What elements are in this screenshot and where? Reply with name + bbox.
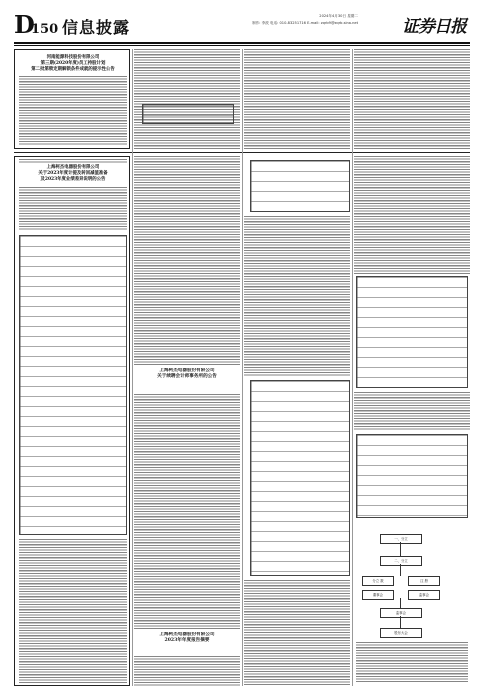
announcement-box-2	[14, 156, 130, 686]
announcement-title: 关于续聘会计师事务所的公告	[157, 374, 217, 380]
masthead-rule-thin	[14, 45, 470, 46]
flow-node: 注 册	[408, 576, 440, 586]
announcement-title: 第二批第锁定期解锁条件成就的提示性公告	[31, 66, 115, 72]
announcement-company: 河南能源科技股份有限公司	[46, 55, 100, 60]
flow-node: 二、分立	[380, 556, 422, 566]
announcement-company: 上海柯杰电器股份有限公司	[46, 165, 100, 170]
page-letter: D	[14, 10, 35, 39]
body-text	[354, 392, 470, 430]
body-text	[244, 49, 350, 149]
announcement-title: 第三期(2020年度)员工持股计划	[40, 60, 106, 66]
body-text	[19, 539, 127, 683]
data-table	[356, 434, 468, 518]
body-text	[19, 187, 127, 231]
data-table	[250, 380, 350, 576]
contact-line: 制作: 李波 电话: 010-83251716 E-mail: zqrb9@zqrb.sina.net	[252, 21, 358, 25]
data-table	[19, 235, 127, 535]
column-rule	[242, 49, 243, 686]
announcement-company: 上海柯杰电器股份有限公司	[159, 632, 215, 637]
column-rule	[352, 49, 353, 686]
announcement-title: 及2023年度业绩差异说明的公告	[40, 176, 106, 182]
announcement-title: 2023年年度报告摘要	[164, 638, 210, 644]
flow-node: 分立 数	[362, 576, 394, 586]
data-table	[356, 276, 468, 388]
announcement-header-3	[134, 368, 240, 392]
body-text	[244, 216, 350, 376]
data-table	[250, 160, 350, 212]
body-text	[19, 76, 127, 146]
announcement-company: 上海柯杰电器股份有限公司	[159, 368, 215, 373]
body-text	[134, 656, 240, 686]
body-text	[354, 156, 470, 274]
announcement-box-1	[14, 49, 130, 149]
issue-date: 2024年4月30日 星期二	[319, 14, 358, 18]
flow-node: 一、分立	[380, 534, 422, 544]
page-number: 150	[31, 22, 59, 37]
flowchart	[354, 520, 470, 686]
flow-node: 股东大会	[380, 628, 422, 638]
masthead-rule	[14, 42, 470, 44]
body-text	[134, 156, 240, 366]
flow-node: 监事会	[408, 590, 440, 600]
body-text	[354, 49, 470, 149]
masthead	[14, 12, 470, 40]
body-text	[134, 49, 240, 149]
announcement-header-4	[134, 632, 240, 654]
newspaper-logo: 证券日报	[402, 17, 466, 37]
body-text	[244, 580, 350, 686]
data-table	[142, 104, 234, 124]
body-text	[134, 394, 240, 630]
column-rule	[132, 49, 133, 686]
section-title: 信息披露	[62, 18, 131, 37]
flow-node: 董事会	[362, 590, 394, 600]
announcement-title: 关于2023年度计提及转回减值准备	[38, 170, 108, 176]
flow-node: 监事会	[380, 608, 422, 618]
body-text	[356, 642, 468, 682]
